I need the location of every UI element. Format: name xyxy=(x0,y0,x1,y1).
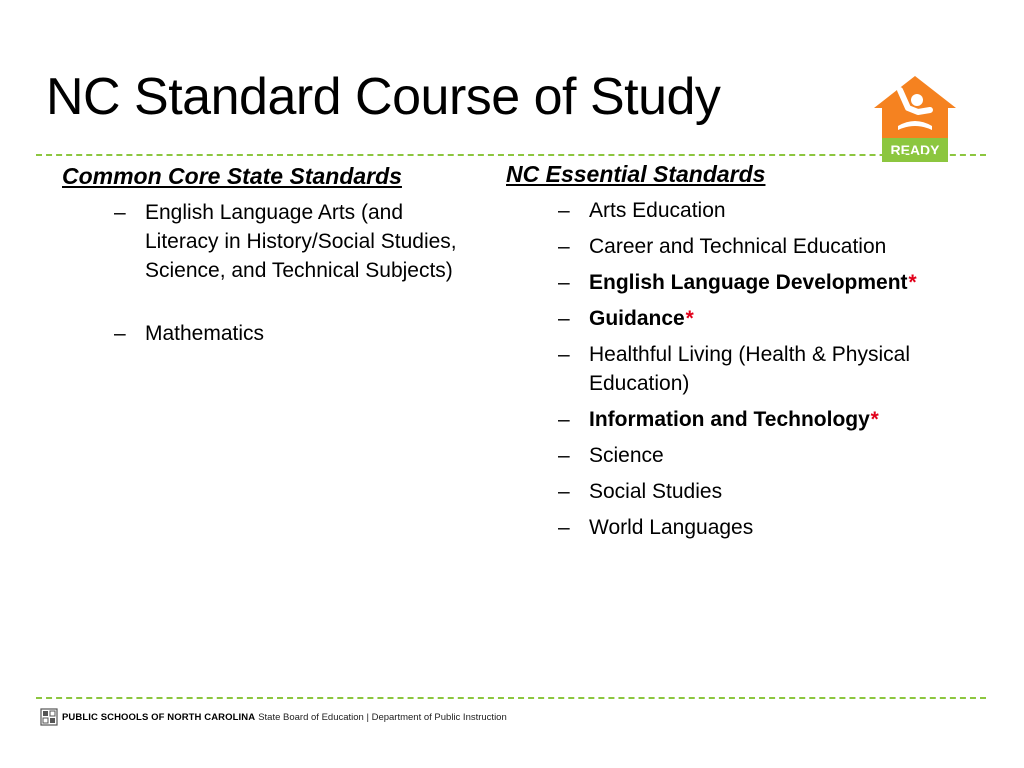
common-core-item xyxy=(62,198,482,285)
essential-standards-item xyxy=(506,232,916,261)
essential-standards-item xyxy=(506,513,916,542)
dash-bullet: – xyxy=(558,199,570,222)
footer xyxy=(40,708,507,726)
common-core-column xyxy=(62,158,482,355)
dash-bullet: – xyxy=(114,201,126,224)
essential-standards-item-label: World Languages xyxy=(589,516,754,539)
essential-standards-item xyxy=(506,196,916,225)
required-asterisk: * xyxy=(684,307,693,330)
dash-bullet: – xyxy=(558,307,570,330)
essential-standards-list xyxy=(506,196,916,542)
slide-title: NC Standard Course of Study xyxy=(46,68,721,126)
essential-standards-column xyxy=(506,158,916,549)
essential-standards-item-label: English Language Development xyxy=(589,271,908,294)
ready-logo xyxy=(872,74,958,166)
ready-house-icon xyxy=(874,76,956,144)
common-core-item-label: Mathematics xyxy=(145,322,265,345)
essential-standards-item xyxy=(506,268,916,297)
common-core-item xyxy=(62,319,482,348)
dash-bullet: – xyxy=(114,322,126,345)
ready-logo-label: READY xyxy=(890,142,940,158)
dash-bullet: – xyxy=(558,343,570,366)
essential-standards-item-label: Healthful Living (Health & Physical Education) xyxy=(589,343,910,395)
essential-standards-item xyxy=(506,477,916,506)
essential-standards-item-label: Career and Technical Education xyxy=(589,235,887,258)
top-divider xyxy=(36,154,986,156)
dash-bullet: – xyxy=(558,408,570,431)
essential-standards-item-label: Arts Education xyxy=(589,199,726,222)
dash-bullet: – xyxy=(558,271,570,294)
common-core-item-label: English Language Arts (and Literacy in History/Social Studies, Science, and Technical Subjects) xyxy=(145,201,457,282)
essential-standards-item xyxy=(506,304,916,333)
required-asterisk: * xyxy=(869,408,878,431)
essential-standards-item xyxy=(506,441,916,470)
essential-standards-item-label: Information and Technology xyxy=(589,408,870,431)
dash-bullet: – xyxy=(558,444,570,467)
required-asterisk: * xyxy=(907,271,916,294)
essential-standards-item-label: Social Studies xyxy=(589,480,723,503)
bottom-divider xyxy=(36,697,986,699)
essential-standards-item-label: Science xyxy=(589,444,664,467)
common-core-heading: Common Core State Standards xyxy=(62,163,402,189)
dash-bullet: – xyxy=(558,516,570,539)
essential-standards-item xyxy=(506,405,916,434)
nc-emblem-icon xyxy=(40,708,58,726)
footer-rest: State Board of Education | Department of Public Instruction xyxy=(258,711,507,723)
essential-standards-heading: NC Essential Standards xyxy=(506,161,766,187)
footer-org: PUBLIC SCHOOLS OF NORTH CAROLINA xyxy=(62,711,256,723)
essential-standards-item-label: Guidance xyxy=(589,307,685,330)
dash-bullet: – xyxy=(558,235,570,258)
dash-bullet: – xyxy=(558,480,570,503)
common-core-list xyxy=(62,198,482,348)
essential-standards-item xyxy=(506,340,916,398)
